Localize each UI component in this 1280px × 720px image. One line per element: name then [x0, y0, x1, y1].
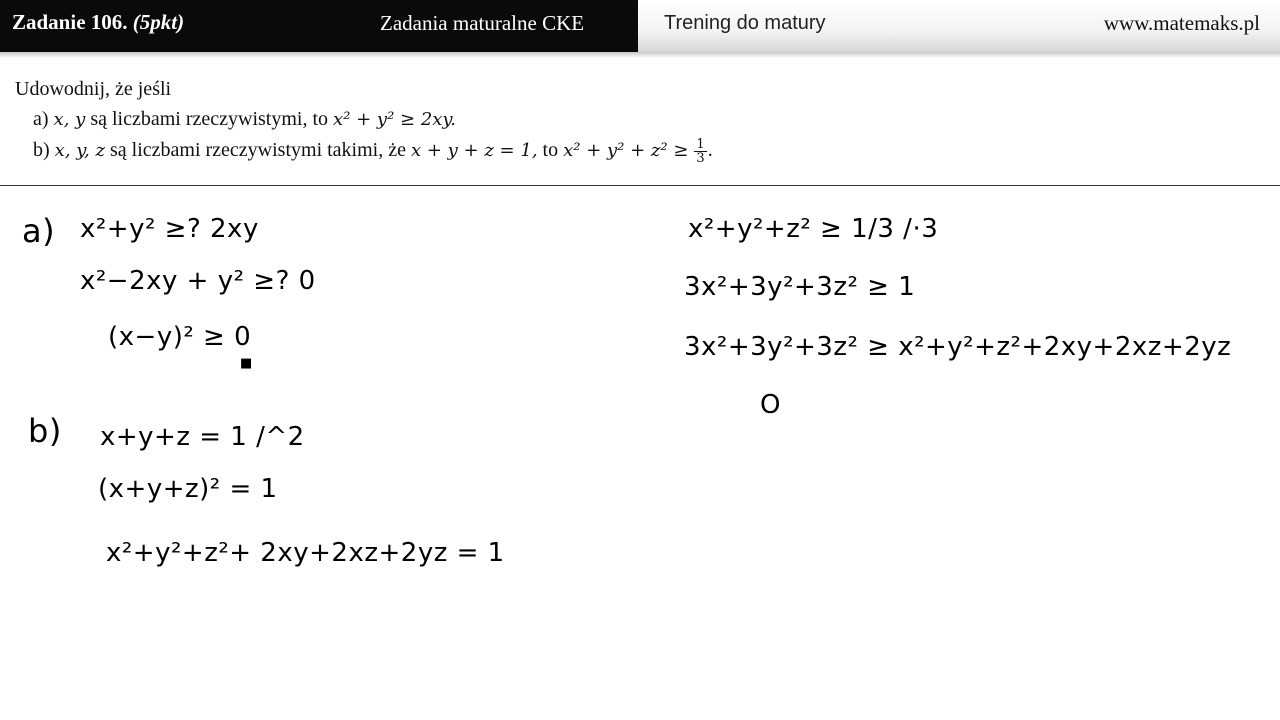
work-right-line-2: 3x²+3y²+3z² ≥ 1 [684, 272, 916, 302]
training-label: Trening do matury [664, 12, 826, 34]
work-right-line-3: 3x²+3y²+3z² ≥ x²+y²+z²+2xy+2xz+2yz [684, 332, 1232, 362]
problem-part-a: a) x, y są liczbami rzeczywistymi, to x² + y² ≥ 2xy. [33, 108, 456, 130]
work-b-line-1: x+y+z = 1 /^2 [100, 422, 305, 452]
header-bar [0, 0, 1280, 52]
qed-mark: ■ [240, 356, 253, 371]
header-left-panel [0, 0, 638, 52]
section-divider [0, 185, 1280, 186]
site-url[interactable]: www.matemaks.pl [1103, 11, 1260, 35]
work-b-line-2: (x+y+z)² = 1 [98, 474, 278, 504]
work-a-line-2: x²−2xy + y² ≥? 0 [80, 266, 316, 296]
work-right-line-4: O [760, 390, 781, 420]
work-label-b: b) [28, 412, 62, 450]
problem-part-b: b) x, y, z są liczbami rzeczywistymi takimi, że x + y + z = 1, to x² + y² + z² ≥ $\frac{1}{3}$ . [33, 136, 713, 166]
header-right-panel [638, 0, 1280, 52]
problem-intro: Udowodnij, że jeśli [15, 78, 172, 100]
problem-statement [15, 74, 1265, 166]
header-shadow [0, 52, 1280, 58]
work-right-line-1: x²+y²+z² ≥ 1/3 /·3 [688, 214, 939, 244]
work-b-line-3: x²+y²+z²+ 2xy+2xz+2yz = 1 [106, 538, 505, 568]
task-number: Zadanie 106. [12, 10, 128, 34]
fraction-one-third: $\frac{1}{3}$ [696, 136, 705, 166]
source-label: Zadania maturalne CKE [380, 11, 585, 35]
task-title [12, 10, 184, 35]
work-label-a: a) [22, 212, 56, 250]
work-a-line-3: (x−y)² ≥ 0 [108, 322, 252, 352]
work-a-line-1: x²+y² ≥? 2xy [80, 214, 259, 244]
task-points: (5pkt) [132, 10, 185, 34]
